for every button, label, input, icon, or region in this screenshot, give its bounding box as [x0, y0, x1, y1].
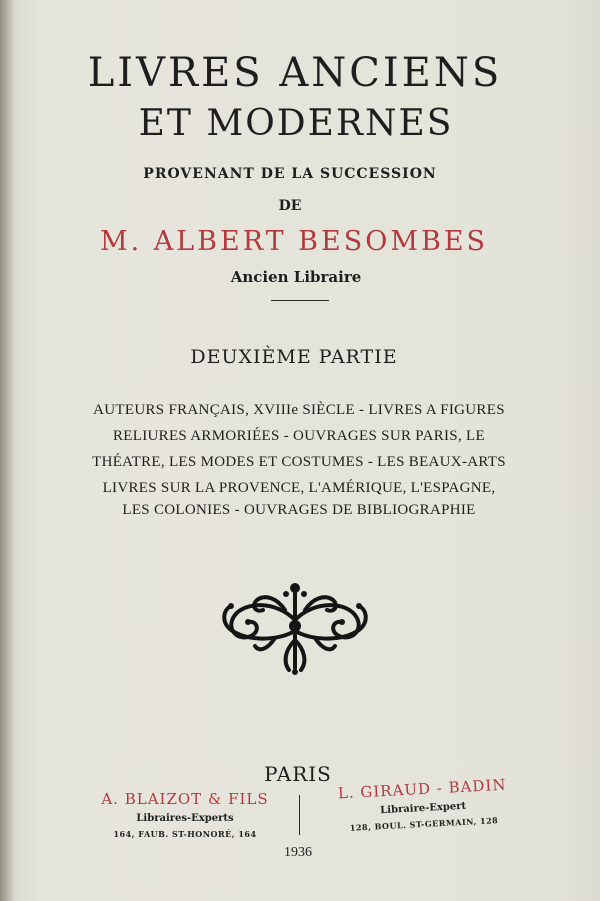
publisher-divider	[299, 795, 300, 835]
description-line-4: LIVRES SUR LA PROVENCE, L'AMÉRIQUE, L'ESPAGNE,	[102, 480, 496, 496]
title-line-1: LIVRES ANCIENS	[87, 50, 503, 96]
owner-role: Ancien Libraire	[230, 268, 362, 286]
publisher-right-role: Libraire-Expert	[379, 800, 467, 817]
description-line-5: LES COLONIES - OUVRAGES DE BIBLIOGRAPHIE	[122, 502, 476, 518]
publisher-left	[90, 790, 280, 839]
provenance-line: PROVENANT DE LA SUCCESSION	[143, 166, 437, 182]
city-line: PARIS	[264, 762, 332, 786]
description-line-2: RELIURES ARMORIÉES - OUVRAGES SUR PARIS, LE	[113, 428, 485, 444]
owner-name: M. ALBERT BESOMBES	[99, 226, 489, 257]
publisher-right-name: L. GIRAUD - BADIN	[337, 775, 507, 803]
publication-year: 1936	[284, 845, 312, 860]
part-heading: DEUXIÈME PARTIE	[190, 346, 398, 368]
publisher-left-role: Libraires-Experts	[136, 813, 234, 824]
publisher-left-address: 164, FAUB. ST-HONORÉ, 164	[113, 829, 257, 839]
publisher-left-name: A. BLAIZOT & FILS	[101, 790, 269, 808]
description-line-3: THÉATRE, LES MODES ET COSTUMES - LES BEAUX-ARTS	[92, 454, 506, 470]
description-line-1: AUTEURS FRANÇAIS, XVIIIe SIÈCLE - LIVRES A FIGURES	[93, 402, 505, 418]
title-line-2: ET MODERNES	[138, 103, 454, 144]
publisher-right-address: 128, BOUL. ST-GERMAIN, 128	[349, 815, 499, 833]
fleuron-ornament-icon	[215, 580, 375, 678]
de-line: DE	[278, 198, 302, 214]
publisher-right	[327, 775, 519, 834]
title-rule	[271, 300, 329, 301]
